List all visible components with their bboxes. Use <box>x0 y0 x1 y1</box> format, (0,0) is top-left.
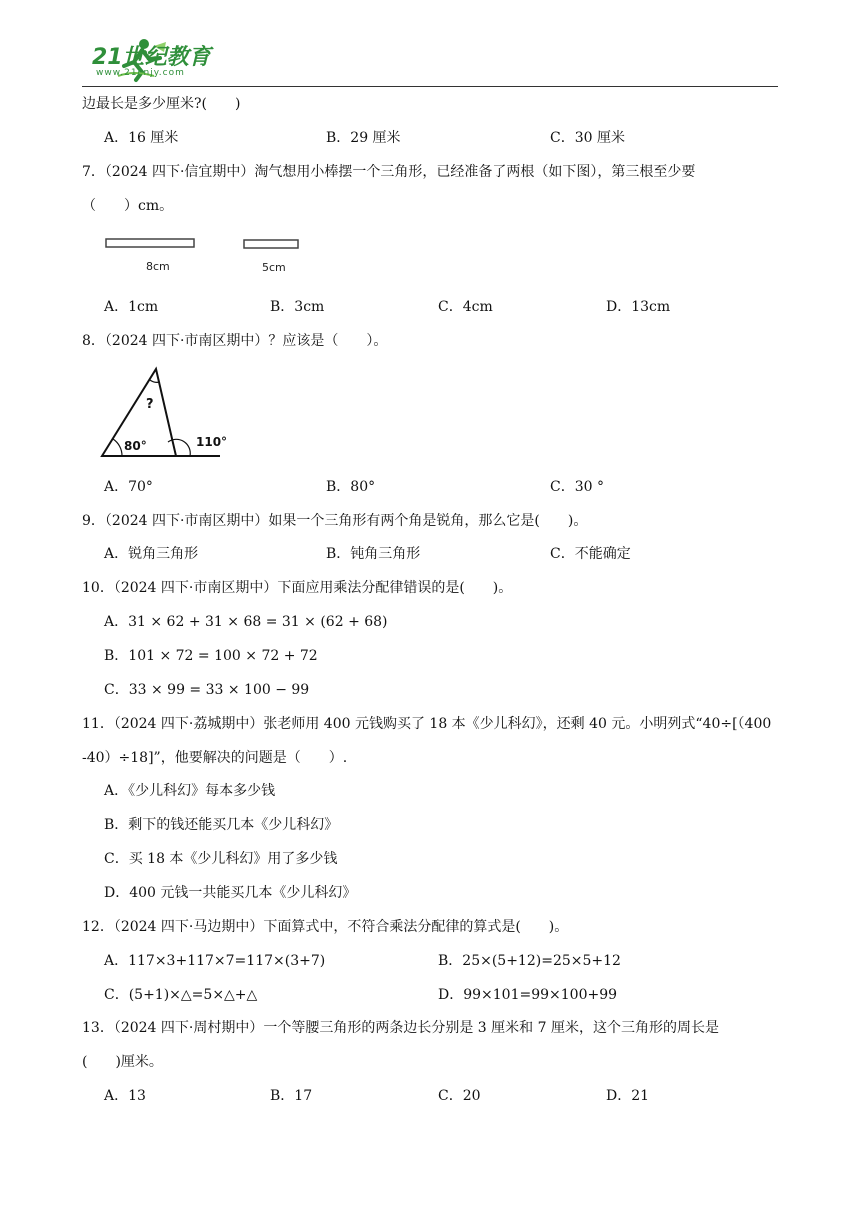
q13-option-b[interactable]: B．17 <box>270 1088 313 1104</box>
stick-5cm-label: 5cm <box>262 261 286 274</box>
q7-option-a[interactable]: A．1cm <box>104 299 159 315</box>
q11-option-b[interactable]: B．剩下的钱还能买几本《少儿科幻》 <box>104 817 339 833</box>
q8-text: 8．（2024 四下·市南区期中）？应该是（ ）。 <box>82 333 388 349</box>
triangle-figure <box>100 366 240 466</box>
stick-5cm <box>244 240 298 248</box>
q8-option-a[interactable]: A．70° <box>104 479 153 495</box>
angle-left-label: 80° <box>124 439 147 453</box>
q12-text: 12．（2024 四下·马边期中）下面算式中，不符合乘法分配律的算式是( )。 <box>82 919 569 935</box>
q6-option-b[interactable]: B．29 厘米 <box>326 130 401 146</box>
logo-subtext: www.21cnjy.com <box>96 68 185 78</box>
q11-option-d[interactable]: D．400 元钱一共能买几本《少儿科幻》 <box>104 885 357 901</box>
q10-option-a[interactable]: A．31 × 62 + 31 × 68 = 31 × (62 + 68) <box>104 614 388 630</box>
sticks-figure <box>104 234 324 274</box>
q13-text-line1: 13．（2024 四下·周村期中）一个等腰三角形的两条边长分别是 3 厘米和 7 厘米，这个三角形的周长是 <box>82 1020 719 1036</box>
q7-option-d[interactable]: D．13cm <box>606 299 671 315</box>
q11-text-line2: -40）÷18]”，他要解决的问题是（ ）. <box>82 750 348 766</box>
stick-8cm <box>106 239 194 247</box>
q8-option-b[interactable]: B．80° <box>326 479 376 495</box>
q9-option-b[interactable]: B．钝角三角形 <box>326 546 421 562</box>
q6-option-a[interactable]: A．16 厘米 <box>104 130 179 146</box>
arc-left <box>113 439 122 456</box>
q9-option-a[interactable]: A．锐角三角形 <box>104 546 199 562</box>
q10-option-b[interactable]: B．101 × 72 = 100 × 72 + 72 <box>104 648 318 664</box>
q13-text-line2: ( )厘米。 <box>82 1054 163 1070</box>
q12-option-a[interactable]: A．117×3+117×7=117×(3+7) <box>104 953 326 969</box>
q7-text-line1: 7．（2024 四下·信宜期中）淘气想用小棒摆一个三角形，已经准备了两根（如下图），第三根至少要 <box>82 164 696 180</box>
q9-text: 9．（2024 四下·市南区期中）如果一个三角形有两个角是锐角，那么它是( )。 <box>82 513 588 529</box>
q12-option-b[interactable]: B．25×(5+12)=25×5+12 <box>438 953 621 969</box>
angle-top-label: ? <box>146 397 154 412</box>
q13-option-d[interactable]: D．21 <box>606 1088 650 1104</box>
page-header <box>0 0 860 90</box>
q13-option-c[interactable]: C．20 <box>438 1088 481 1104</box>
q10-option-c[interactable]: C．33 × 99 = 33 × 100 − 99 <box>104 682 310 698</box>
header-divider <box>82 86 778 87</box>
q10-text: 10．（2024 四下·市南区期中）下面应用乘法分配律错误的是( )。 <box>82 580 513 596</box>
q11-option-c[interactable]: C．买 18 本《少儿科幻》用了多少钱 <box>104 851 338 867</box>
angle-right-label: 110° <box>196 435 228 449</box>
q11-text-line1: 11．（2024 四下·荔城期中）张老师用 400 元钱购买了 18 本《少儿科幻》，还剩 40 元。小明列式“40÷[（400 <box>82 716 772 732</box>
q13-option-a[interactable]: A．13 <box>104 1088 146 1104</box>
q12-option-c[interactable]: C．(5+1)×△=5×△+△ <box>104 987 258 1003</box>
logo-text: 21世纪教育 <box>92 45 211 70</box>
q9-option-c[interactable]: C．不能确定 <box>550 546 631 562</box>
q7-text-line2: （ ）cm。 <box>82 198 174 214</box>
arc-right <box>168 439 190 456</box>
q6-text: 边最长是多少厘米?( ) <box>82 96 241 112</box>
q6-option-c[interactable]: C．30 厘米 <box>550 130 625 146</box>
q8-option-c[interactable]: C．30 ° <box>550 479 604 495</box>
q12-option-d[interactable]: D．99×101=99×100+99 <box>438 987 618 1003</box>
q7-option-b[interactable]: B．3cm <box>270 299 325 315</box>
stick-8cm-label: 8cm <box>146 260 170 273</box>
q11-option-a[interactable]: A．《少儿科幻》每本多少钱 <box>104 783 276 799</box>
q7-option-c[interactable]: C．4cm <box>438 299 493 315</box>
